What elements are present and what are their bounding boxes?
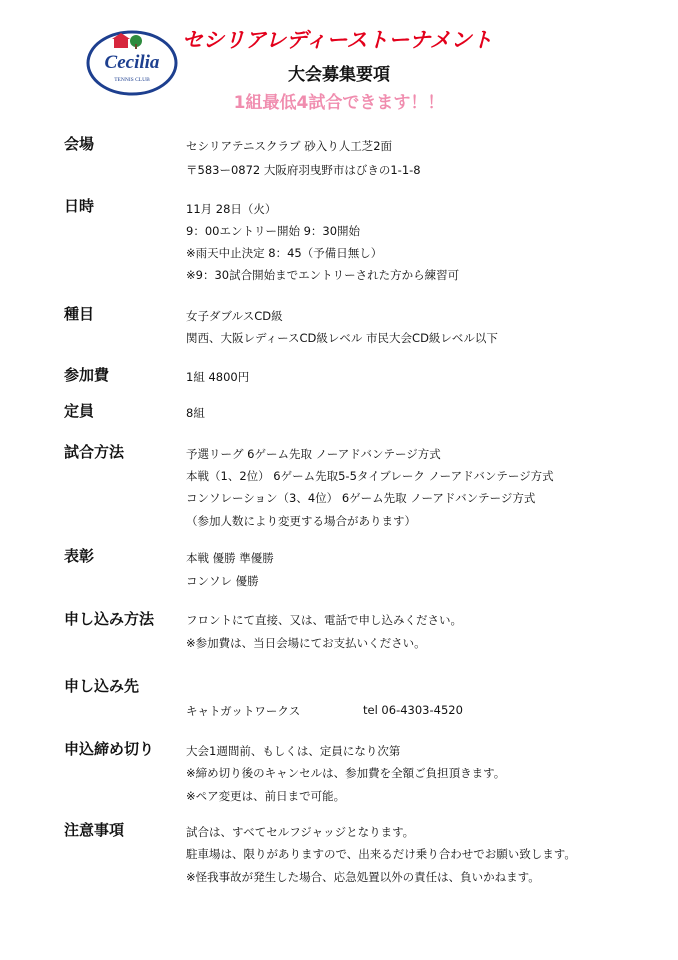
format-line: コンソレーション（3、4位） 6ゲーム先取 ノーアドバンテージ方式 (186, 491, 536, 505)
notes-line: 試合は、すべてセルフジャッジとなります。 (186, 825, 415, 839)
notes-line: 駐車場は、限りがありますので、出来るだけ乗り合わせでお願い致します。 (186, 847, 576, 861)
apply-to-name: キャトガットワークス (186, 704, 301, 718)
datetime-line: ※雨天中止決定 8：45（予備日無し） (186, 246, 383, 260)
venue-address: 〒583ー0872 大阪府羽曳野市はびきの1-1-8 (186, 163, 421, 177)
capacity-value: 8組 (186, 406, 205, 420)
deadline-label: 申込締め切り (64, 740, 155, 758)
notes-line: ※怪我事故が発生した場合、応急処置以外の責任は、負いかねます。 (186, 870, 540, 884)
fee-value: 1組 4800円 (186, 370, 250, 384)
format-label: 試合方法 (64, 443, 125, 461)
notes-label: 注意事項 (64, 821, 125, 839)
datetime-line: 9：00エントリー開始 9：30開始 (186, 224, 361, 238)
apply-method-line: ※参加費は、当日会場にてお支払いください。 (186, 636, 426, 650)
apply-to-label: 申し込み先 (64, 677, 140, 695)
event-line: 関西、大阪レディースCD級レベル 市民大会CD級レベル以下 (186, 331, 498, 345)
page-title: セシリアレディーストーナメント (182, 28, 493, 52)
format-line: 本戦（1、2位） 6ゲーム先取5-5タイブレーク ノーアドバンテージ方式 (186, 469, 554, 483)
event-label: 種目 (64, 305, 95, 323)
venue-line: セシリアテニスクラブ 砂入り人工芝2面 (186, 139, 393, 153)
apply-method-label: 申し込み方法 (64, 610, 155, 628)
awards-line: コンソレ 優勝 (186, 574, 259, 588)
logo-subtext: TENNIS CLUB (114, 77, 150, 83)
deadline-line: 大会1週間前、もしくは、定員になり次第 (186, 744, 401, 758)
deadline-line: ※締め切り後のキャンセルは、参加費を全額ご負担頂きます。 (186, 766, 506, 780)
awards-label: 表彰 (64, 547, 95, 565)
apply-method-line: フロントにて直接、又は、電話で申し込みください。 (186, 613, 462, 627)
page-subtitle: 大会募集要項 (288, 65, 390, 85)
datetime-line: ※9：30試合開始までエントリーされた方から練習可 (186, 268, 460, 282)
datetime-label: 日時 (64, 197, 95, 215)
tagline: 1組最低4試合できます！！ (233, 93, 445, 113)
format-line: 予選リーグ 6ゲーム先取 ノーアドバンテージ方式 (186, 447, 441, 461)
capacity-label: 定員 (64, 402, 95, 420)
format-line: （参加人数により変更する場合があります） (186, 514, 416, 528)
datetime-date: 11月 28日（火） (186, 202, 277, 216)
venue-label: 会場 (64, 135, 95, 153)
deadline-line: ※ペア変更は、前日まで可能。 (186, 789, 346, 803)
awards-line: 本戦 優勝 準優勝 (186, 551, 274, 565)
apply-to-tel: tel 06-4303-4520 (363, 703, 463, 717)
event-line: 女子ダブルスCD級 (186, 309, 283, 323)
fee-label: 参加費 (64, 366, 110, 384)
logo-text: Cecilia (104, 52, 160, 73)
